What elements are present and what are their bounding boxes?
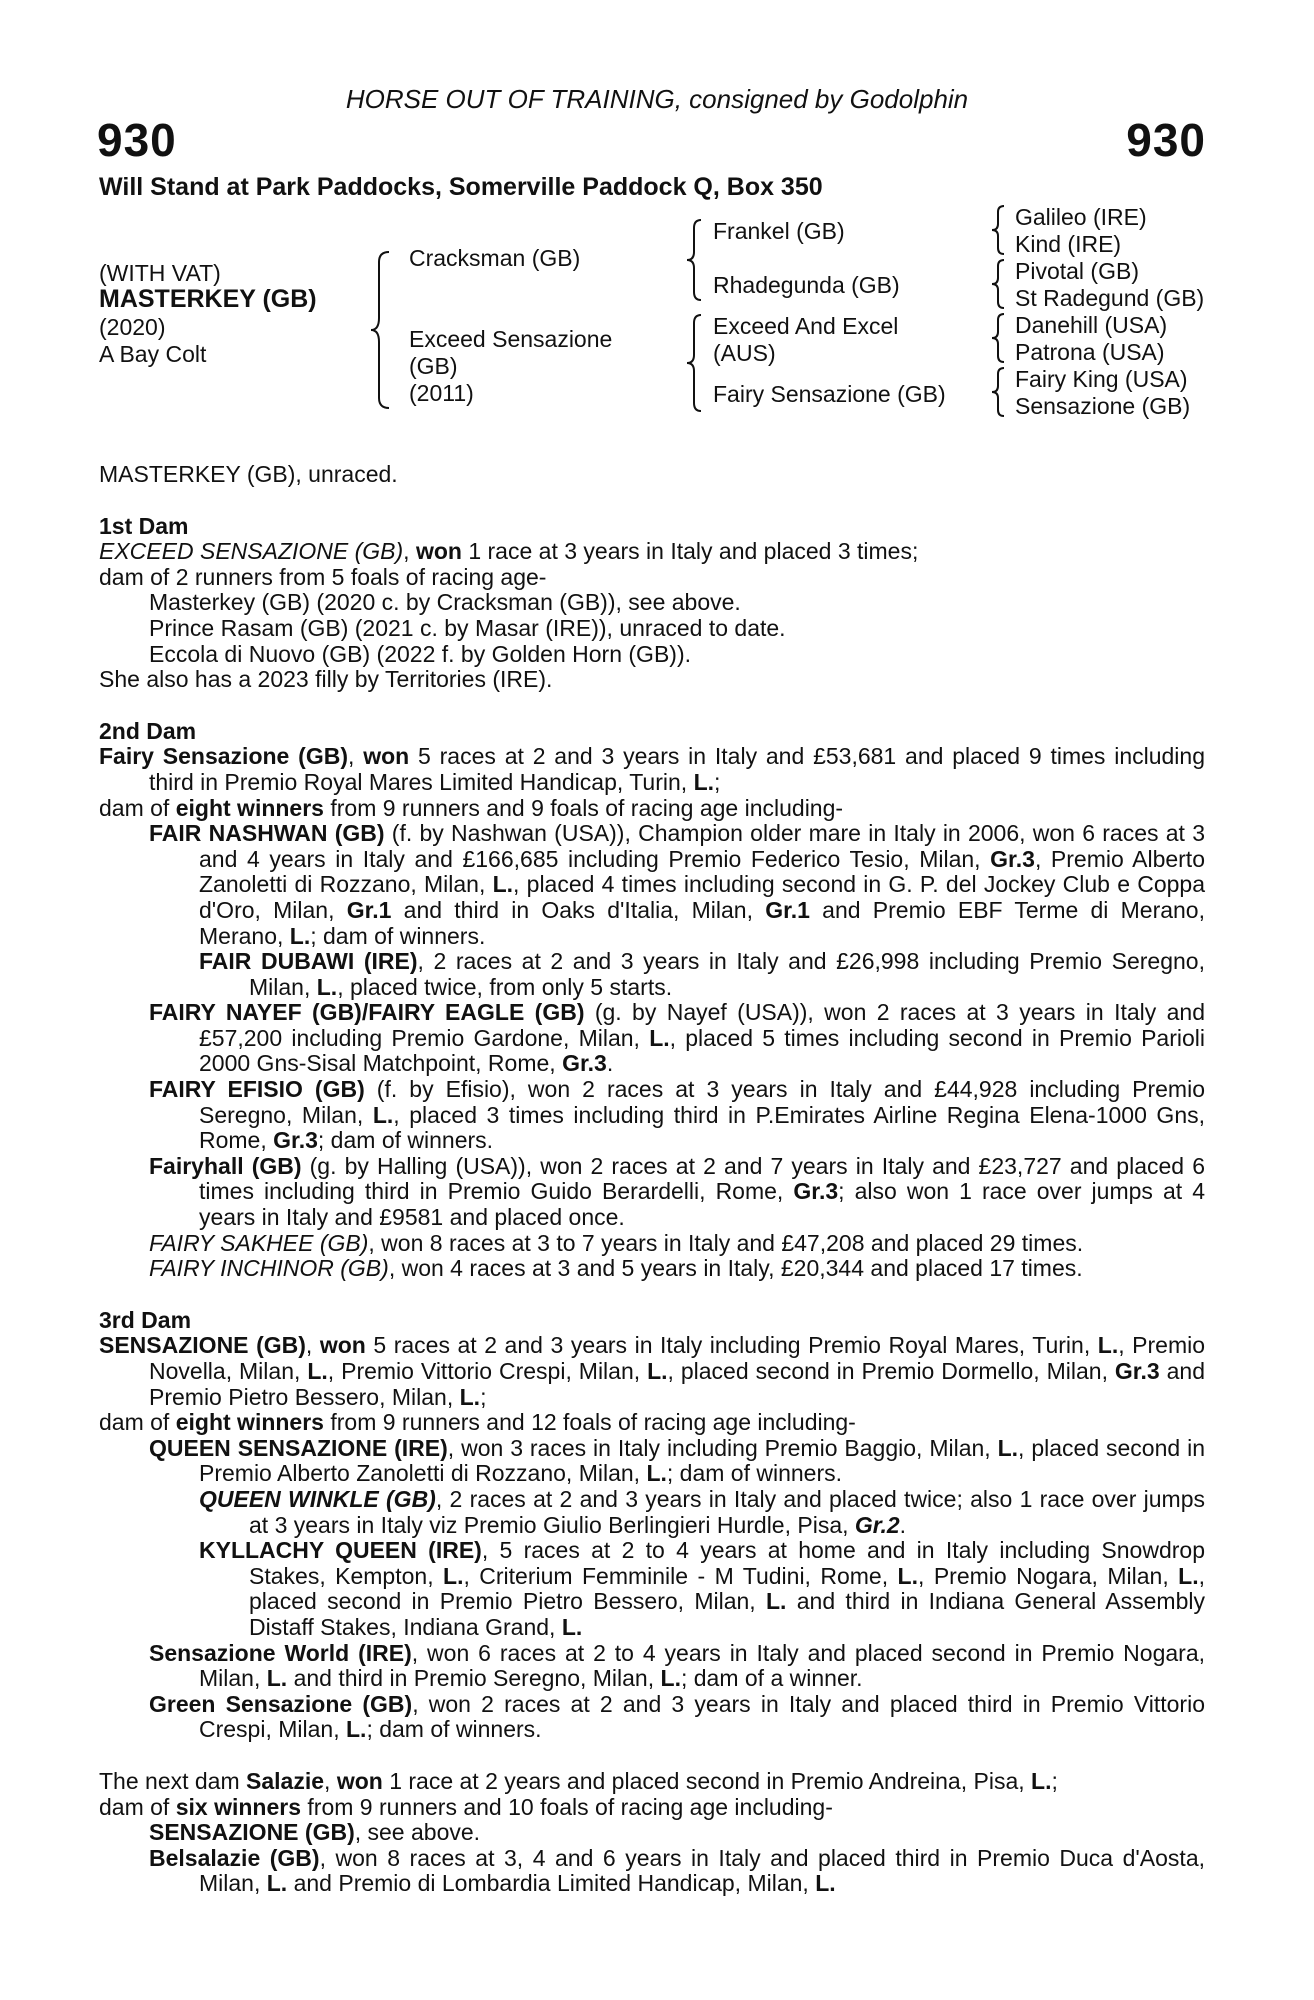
lot-number-right: 930: [1126, 114, 1206, 166]
progeny-entry: Fairyhall (GB) (g. by Halling (USA)), won 2 races at 2 and 7 years in Italy and £23,727 and placed 6 times including third in Premio Guido Berardelli, Rome, Gr.3; also won 1 race over jumps at 4 years in Italy and £9581 and placed once.: [149, 1152, 1205, 1231]
vat-note: (WITH VAT): [99, 260, 221, 286]
progeny-entry: FAIR NASHWAN (GB) (f. by Nashwan (USA)), Champion older mare in Italy in 2006, won 6 races at 3 and 4 years in Italy and £166,685 including Premio Federico Tesio, Milan, Gr.3, Premio Alberto Zanoletti di Rozzano, Milan, L., placed 4 times including second in G. P. del Jockey Club e Coppa d'Oro, Milan, Gr.1 and third in Oaks d'Italia, Milan, Gr.1 and Premio EBF Terme di Merano, Merano, L.; dam of winners.: [149, 820, 1206, 949]
progeny-entry: FAIRY INCHINOR (GB), won 4 races at 3 and 5 years in Italy, £20,344 and placed 17 times.: [149, 1255, 1083, 1282]
pedigree-brace: [687, 218, 705, 302]
foal-entry: Eccola di Nuovo (GB) (2022 f. by Golden Horn (GB)).: [149, 640, 691, 667]
dam-line-3: (2011): [409, 380, 474, 406]
progeny-entry: SENSAZIONE (GB), see above.: [149, 1819, 481, 1846]
pedigree-brace: [992, 312, 1008, 364]
first-dam-record: EXCEED SENSAZIONE (GB), won 1 race at 3 years in Italy and placed 3 times;: [99, 538, 919, 565]
progeny-entry: FAIRY NAYEF (GB)/FAIRY EAGLE (GB) (g. by Nayef (USA)), won 2 races at 3 years in Italy and £57,200 including Premio Gardone, Milan, L., placed 5 times including second in Premio Parioli 2000 Gns-Sisal Matchpoint, Rome, Gr.3.: [149, 999, 1206, 1077]
dsd: Patrona (USA): [1015, 339, 1165, 365]
sire-sire: Frankel (GB): [713, 218, 845, 244]
horse-year: (2020): [99, 314, 166, 340]
dam-produce-line: dam of eight winners from 9 runners and 9 foals of racing age including-: [99, 794, 844, 821]
sds: Pivotal (GB): [1015, 258, 1139, 284]
lot-number-left: 930: [97, 114, 177, 166]
section-heading: 1st Dam: [99, 512, 189, 539]
progeny-entry: Green Sensazione (GB), won 2 races at 2 and 3 years in Italy and placed third in Premio Vittorio Crespi, Milan, L.; dam of winners.: [149, 1690, 1205, 1743]
dam-line-1: Exceed Sensazione: [409, 326, 613, 352]
next-dam-record: The next dam Salazie, won 1 race at 2 years and placed second in Premio Andreina, Pisa, L.;: [99, 1767, 1058, 1794]
section-heading: 2nd Dam: [99, 717, 197, 744]
horse-description: A Bay Colt: [99, 341, 207, 367]
progeny-entry: FAIR DUBAWI (IRE), 2 races at 2 and 3 years in Italy and £26,998 including Premio Seregno, Milan, L., placed twice, from only 5 starts.: [199, 948, 1205, 1000]
also-line: She also has a 2023 filly by Territories (IRE).: [99, 666, 553, 693]
dam-line-2: (GB): [409, 353, 458, 379]
dam-produce-line: dam of eight winners from 9 runners and 12 foals of racing age including-: [99, 1409, 856, 1436]
second-dam-record: Fairy Sensazione (GB), won 5 races at 2 and 3 years in Italy and £53,681 and placed 9 times including third in Premio Royal Mares Limited Handicap, Turin, L.;: [99, 743, 1206, 795]
sss: Galileo (IRE): [1015, 204, 1147, 230]
progeny-entry: KYLLACHY QUEEN (IRE), 5 races at 2 to 4 years at home and in Italy including Snowdrop Stakes, Kempton, L., Criterium Femminile - M Tudini, Rome, L., Premio Nogara, Milan, L., placed second in Premio Pietro Bessero, Milan, L. and third in Indiana General Assembly Distaff Stakes, Indiana Grand, L.: [199, 1537, 1205, 1640]
progeny-entry: Belsalazie (GB), won 8 races at 3, 4 and 6 years in Italy and placed third in Premio Duca d'Aosta, Milan, L. and Premio di Lombardia Limited Handicap, Milan, L.: [149, 1844, 1206, 1897]
stand-location: Will Stand at Park Paddocks, Somerville Paddock Q, Box 350: [99, 173, 823, 201]
sire: Cracksman (GB): [409, 245, 581, 271]
foal-entry: Masterkey (GB) (2020 c. by Cracksman (GB)), see above.: [149, 589, 741, 616]
horse-name: MASTERKEY (GB): [99, 285, 317, 313]
pedigree-brace: [992, 258, 1008, 310]
dam-sire-line-2: (AUS): [713, 340, 776, 366]
dam-sire-line-1: Exceed And Excel: [713, 313, 899, 339]
dam-produce-line: dam of 2 runners from 5 foals of racing age-: [99, 563, 547, 590]
progeny-entry: QUEEN SENSAZIONE (IRE), won 3 races in Italy including Premio Baggio, Milan, L., placed second in Premio Alberto Zanoletti di Rozzano, Milan, L.; dam of winners.: [149, 1434, 1205, 1487]
catalogue-header: HORSE OUT OF TRAINING, consigned by Godolphin: [345, 84, 969, 114]
foal-entry: Prince Rasam (GB) (2021 c. by Masar (IRE)), unraced to date.: [149, 614, 786, 641]
dss: Danehill (USA): [1015, 312, 1168, 338]
progeny-entry: FAIRY SAKHEE (GB), won 8 races at 3 to 7 years in Italy and £47,208 and placed 29 times.: [149, 1229, 1084, 1256]
pedigree-brace: [687, 313, 705, 413]
pedigree-notes: [99, 462, 1205, 1897]
summary-line: MASTERKEY (GB), unraced.: [99, 461, 398, 487]
pedigree-brace: [371, 250, 395, 410]
pedigree-brace: [992, 204, 1008, 256]
dds: Fairy King (USA): [1015, 366, 1188, 392]
ddd: Sensazione (GB): [1015, 393, 1191, 419]
pedigree-brace: [992, 366, 1008, 418]
progeny-entry: QUEEN WINKLE (GB), 2 races at 2 and 3 years in Italy and placed twice; also 1 race over jumps at 3 years in Italy viz Premio Giulio Berlingieri Hurdle, Pisa, Gr.2.: [199, 1485, 1205, 1538]
dam-produce-line: dam of six winners from 9 runners and 10 foals of racing age including-: [99, 1793, 833, 1820]
third-dam-record: SENSAZIONE (GB), won 5 races at 2 and 3 years in Italy including Premio Royal Mares, Turin, L., Premio Novella, Milan, L., Premio Vittorio Crespi, Milan, L., placed second in Premio Dormello, Milan, Gr.3 and Premio Pietro Bessero, Milan, L.;: [99, 1332, 1206, 1410]
sire-dam: Rhadegunda (GB): [713, 272, 900, 298]
progeny-entry: FAIRY EFISIO (GB) (f. by Efisio), won 2 races at 3 years in Italy and £44,928 including Premio Seregno, Milan, L., placed 3 times including third in P.Emirates Airline Regina Elena-1000 Gns, Rome, Gr.3; dam of winners.: [149, 1076, 1206, 1154]
sdd: St Radegund (GB): [1015, 285, 1205, 311]
ssd: Kind (IRE): [1015, 231, 1122, 257]
progeny-entry: Sensazione World (IRE), won 6 races at 2 to 4 years in Italy and placed second in Premio Nogara, Milan, L. and third in Premio Seregno, Milan, L.; dam of a winner.: [149, 1639, 1205, 1692]
section-heading: 3rd Dam: [99, 1306, 192, 1333]
dam-dam: Fairy Sensazione (GB): [713, 381, 946, 407]
